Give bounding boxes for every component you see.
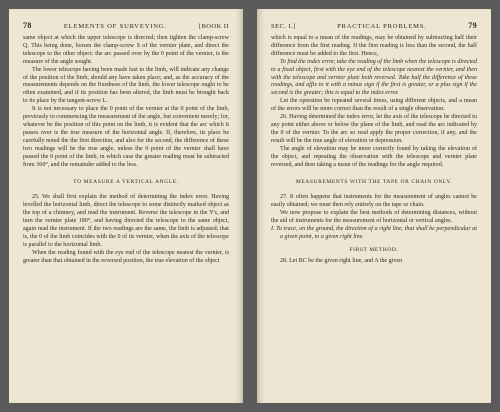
left-page-body: [23, 35, 229, 265]
right-paragraph: We now propose to explain the best methods of determining distances, without the aid of instruments for the measurement of horizontal or vertical angles.: [271, 210, 477, 225]
right-running-title: PRACTICAL PROBLEMS.: [337, 23, 427, 30]
problem-statement: I. To trace, on the ground, the direction of a right line, that shall be perpendicular at a given point, to a given right line.: [271, 225, 477, 240]
left-paragraph: When the reading found with the eye end of the telescope nearest the vernier, is greater than that obtained in the reversed position, the true elevation of the object: [23, 249, 229, 264]
left-page-number: 78: [23, 21, 32, 30]
index-error-rule: To find the index error, take the reading of the limb when the telescope is directed to a fixed object, first with the eye end of the telescope nearest the vernier, and then with the telescope and vernier plate both reversed. Take half the difference of these readings, and affix to it with a minus sign if the first is greater, or a plus sign if the second is the greater; this is equal to the index error.: [271, 58, 477, 97]
left-section-heading: TO MEASURE A VERTICAL ANGLE.: [73, 179, 179, 186]
left-paragraph: It is not necessary to place the 0 point of the vernier at the 0 point of the limb, previously to commencing the measurement of the angle, but convenient merely; for, whatever be the position of this point on the limb, it is evident that the arc which it passes over is the true measure of the horizontal angle. If, therefore, its place be carefully noted the the first direction, and also for the second, the difference of these two readings will be the true angle, unless the 0 point of the vernier shall have passed the 0 point of the limb, in which case the greater reading must be subtracted from 360°, and the remainder added to the less.: [23, 106, 229, 168]
right-section-heading: MEASUREMENTS WITH THE TAPE OR CHAIN ONLY.: [295, 179, 453, 186]
right-paragraph: which is equal to a mean of the readings, may be obtained by subtracting half their difference from the first reading. If the first reading is less than the second, the half difference must be added to the first. Hence,: [271, 35, 477, 57]
left-page-header: [23, 21, 229, 30]
right-paragraph: Let the operation be repeated several times, using different objects, and a mean of the errors will be more correct than the result of a single observation.: [271, 98, 477, 113]
right-page-header: [271, 21, 477, 30]
left-paragraph: same object at which the upper telescope is directed; then tighten the clamp-screw Q. This being done, loosen the clamp-screw S of the vernier plate, and direct the telescope to the other object: the arc passed over by the 0 point of the vernier, is the measure of the angle sought.: [23, 35, 229, 65]
left-page: [9, 9, 243, 403]
left-book-label: [BOOK II: [198, 23, 229, 30]
left-running-title: ELEMENTS OF SURVEYING.: [63, 23, 167, 30]
method-heading: FIRST METHOD.: [349, 246, 399, 253]
right-paragraph: The angle of elevation may be more correctly found by taking the elevation of the object, and repeating the observation with the telescope and vernier plate reversed, and then taking a mean of the readings for the angle required.: [271, 145, 477, 168]
right-paragraph: 27. It often happens that instruments for the measurement of angles cannot be easily obtained; we must then rely entirely on the tape or chain.: [271, 194, 477, 209]
right-paragraph: 26. Having determined the index error, let the axis of the telescope be directed to any point either above or below the plane of the limb, and read the arc indicated by the 0 of the vernier. To the arc so read apply the proper correction, if any, and the result will be the true angle of elevation or depression.: [271, 114, 477, 144]
right-section-label: SEC. I.]: [271, 23, 296, 30]
right-page-body: [271, 35, 477, 266]
right-paragraph: 28. Let BC be the given right line, and A the given: [280, 257, 403, 264]
left-paragraph: The lower telescope having been made fast to the limb, will indicate any change of the position of the limb, should any have taken place; and, as the accuracy of the measurements depends on the fixedness of the limb, the lower telescope ought to be often examined, and if its position has been altered, the limb must be brought back to its place by the tangent-screw L.: [23, 66, 229, 105]
left-paragraph: 25. We shall first explain the method of determining the index error. Having levelled the horizontal limb, direct the telescope to some distinctly marked object as the top of a chimney, and read the instrument. Reverse the telescope in the Y's, and turn the vernier plate 180°, and having directed the telescope to the same object, again read the instrument. If the two readings are the same, the limb is adjusted; that is, the 0 of the limb coincides with the 0 of its vernier, when the axis of the telescope is parallel to the horizontal limb.: [23, 194, 229, 248]
right-page: [257, 9, 491, 403]
right-page-number: 79: [468, 21, 477, 30]
